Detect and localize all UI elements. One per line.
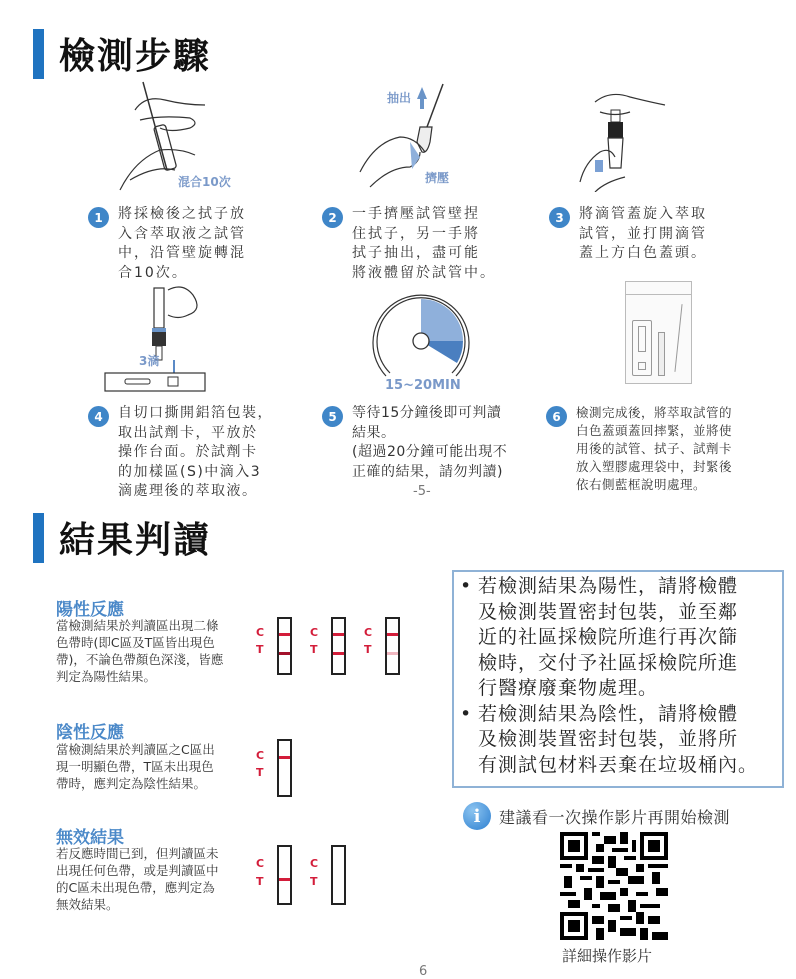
- add-drops-illustration: [100, 278, 260, 393]
- step-number-badge: 3: [549, 207, 570, 228]
- test-strip: [277, 617, 292, 675]
- positive-result-title: 陽性反應: [56, 600, 124, 620]
- title-accent-bar: [33, 513, 44, 563]
- step-number-badge: 5: [322, 406, 343, 427]
- results-title-text: 結果判讀: [59, 520, 212, 561]
- step-number-badge: 1: [88, 207, 109, 228]
- results-section-title: [33, 512, 211, 563]
- step-4-text: 自切口撕開鋁箔包裝， 取出試劑卡，平放於 操作台面。於試劑卡 的加樣區(S)中滴入3 滴處理後的萃取液。: [118, 405, 273, 499]
- video-suggestion-text: 建議看一次操作影片再開始檢測: [499, 807, 731, 827]
- test-strip: [331, 845, 346, 905]
- timer-icon: [364, 288, 478, 380]
- test-strip: [277, 739, 292, 797]
- step-3-text: 將滴管蓋旋入萃取 試管，並打開滴管 蓋上方白色蓋頭。: [579, 206, 707, 261]
- positive-result-text: 當檢測結果於判讀區出現二條 色帶時(即C區及T區皆出現色 帶)，不論色帶顏色深淺，皆應 判定為陽性結果。: [56, 618, 224, 684]
- step-5-text: 等待15分鐘後即可判讀 結果。 (超過20分鐘可能出現不 正確的結果，請勿判讀): [352, 405, 508, 480]
- squeeze-caption: 擠壓: [425, 171, 450, 185]
- timer-caption: 15~20MIN: [385, 378, 461, 393]
- step-2: [322, 205, 496, 283]
- step-number-badge: 2: [322, 207, 343, 228]
- step-3: [549, 205, 707, 264]
- qr-code[interactable]: [560, 832, 668, 940]
- disposal-bag-illustration: [625, 281, 692, 384]
- step-6-text: 檢測完成後，將萃取試管的 白色蓋頭蓋回摔緊，並將使 用後的試管、拭子、試劑卡 放入塑膠處理袋中，封緊後 依右側藍框說明處理。: [576, 405, 733, 492]
- negative-result-text: 當檢測結果於判讀區之C區出 現一明顯色帶，T區未出現色 帶時，應判定為陰性結果。: [56, 742, 215, 791]
- steps-title-text: 檢測步驟: [59, 36, 212, 77]
- step-1: [88, 205, 246, 283]
- title-accent-bar: [33, 29, 44, 79]
- drops-caption: 3滴: [139, 354, 160, 368]
- step-number-badge: 6: [546, 406, 567, 427]
- mix-caption: 混合10次: [178, 175, 231, 189]
- disposal-item-negative: • 若檢測結果為陰性，請將檢體 及檢測裝置密封包裝，並將所 有測試包材料丟棄在垃圾桶內。: [460, 702, 759, 776]
- page-number-top: -5-: [413, 484, 431, 499]
- step-6: [546, 404, 732, 494]
- step-5: [322, 404, 507, 482]
- step-2-text: 一手擠壓試管壁捏 住拭子，另一手將 拭子抽出，盡可能 將液體留於試管中。: [352, 206, 496, 281]
- test-strip: [385, 617, 400, 675]
- step-1-text: 將採檢後之拭子放 入含萃取液之試管 中，沿管壁旋轉混 合10次。: [118, 206, 246, 281]
- step-4: [88, 404, 273, 502]
- invalid-result-text: 若反應時間已到，但判讀區未 出現任何色帶，或是判讀區中 的C區未出現色帶，應判定為 無效結果。: [56, 846, 219, 912]
- steps-section-title: [33, 28, 211, 79]
- test-strip: [277, 845, 292, 905]
- step-number-badge: 4: [88, 406, 109, 427]
- qr-caption: 詳細操作影片: [562, 947, 653, 965]
- negative-result-title: 陰性反應: [56, 723, 124, 743]
- invalid-result-title: 無效結果: [56, 828, 124, 848]
- disposal-instructions-box: [452, 570, 784, 788]
- pull-caption: 抽出: [387, 91, 412, 105]
- test-strip: [331, 617, 346, 675]
- info-icon: i: [463, 802, 491, 830]
- page-number-bottom: 6: [419, 964, 428, 979]
- video-suggestion: [463, 802, 730, 830]
- disposal-item-positive: • 若檢測結果為陽性，請將檢體 及檢測裝置密封包裝，並至鄰 近的社區採檢院所進行再次篩 檢時，交付予社區採檢院所進 行醫療廢棄物處理。: [460, 575, 739, 699]
- dropper-cap-illustration: [575, 82, 675, 192]
